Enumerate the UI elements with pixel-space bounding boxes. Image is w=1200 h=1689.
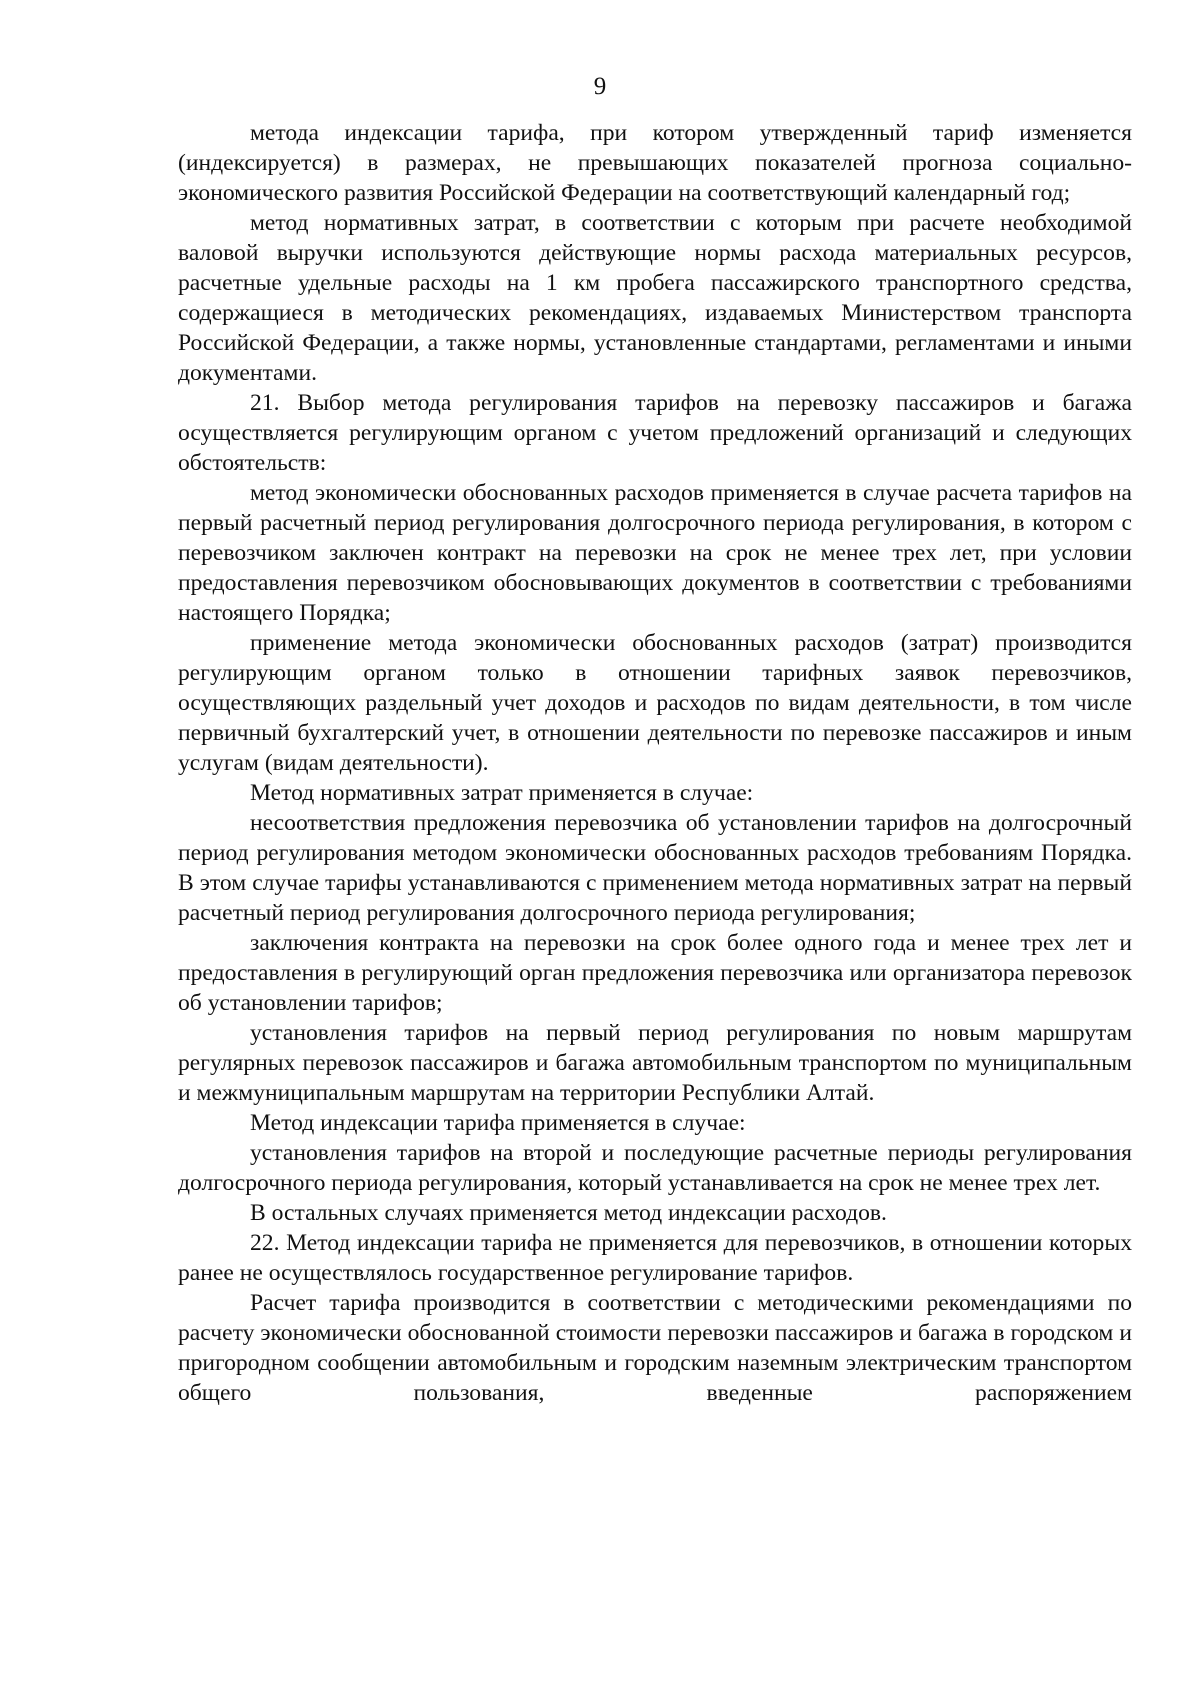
paragraph-economic-method: метод экономически обоснованных расходов применяется в случае расчета тарифов на первый расчетный период регулирования долгосрочного периода регулирования, в котором с перевозчиком заключен контракт на перевозки на срок не менее трех лет, при условии предоставления перевозчиком обосновывающих документов в соответствии с требованиями настоящего Порядка; bbox=[178, 480, 1132, 626]
paragraph-normative-case-2: заключения контракта на перевозки на срок более одного года и менее трех лет и предоставления в регулирующий орган предложения перевозчика или организатора перевозок об установлении тарифов; bbox=[178, 930, 1132, 1016]
paragraph-indexation-case-1: установления тарифов на второй и последующие расчетные периоды регулирования долгосрочного периода регулирования, который устанавливается на срок не менее трех лет. bbox=[178, 1140, 1132, 1196]
paragraph-economic-method-application: применение метода экономически обоснованных расходов (затрат) производится регулирующим органом только в отношении тарифных заявок перевозчиков, осуществляющих раздельный учет доходов и расходов по видам деятельности, в том числе первичный бухгалтерский учет, в отношении деятельности по перевозке пассажиров и иным услугам (видам деятельности). bbox=[178, 630, 1132, 776]
paragraph-normative-case-1: несоответствия предложения перевозчика об установлении тарифов на долгосрочный период регулирования методом экономически обоснованных расходов требованиям Порядка. В этом случае тарифы устанавливаются с применением метода нормативных затрат на первый расчетный период регулирования долгосрочного периода регулирования; bbox=[178, 810, 1132, 926]
paragraph-indexation-cases-heading: Метод индексации тарифа применяется в случае: bbox=[250, 1110, 746, 1136]
paragraph-normative-cases-heading: Метод нормативных затрат применяется в случае: bbox=[250, 780, 754, 806]
paragraph-normative-costs-method: метод нормативных затрат, в соответствии с которым при расчете необходимой валовой выручки используются действующие нормы расхода материальных ресурсов, расчетные удельные расходы на 1 км пробега пассажирского транспортного средства, содержащиеся в методических рекомендациях, издаваемых Министерством транспорта Российской Федерации, а также нормы, установленные стандартами, регламентами и иными документами. bbox=[178, 210, 1132, 386]
document-body bbox=[178, 118, 1132, 1408]
paragraph-item-21: 21. Выбор метода регулирования тарифов на перевозку пассажиров и багажа осуществляется регулирующим органом с учетом предложений организаций и следующих обстоятельств: bbox=[178, 390, 1132, 476]
paragraph-normative-case-3: установления тарифов на первый период регулирования по новым маршрутам регулярных перевозок пассажиров и багажа автомобильным транспортом по муниципальным и межмуниципальным маршрутам на территории Республики Алтай. bbox=[178, 1020, 1132, 1106]
page-number: 9 bbox=[593, 73, 607, 100]
paragraph-item-22: 22. Метод индексации тарифа не применяется для перевозчиков, в отношении которых ранее не осуществлялось государственное регулирование тарифов. bbox=[178, 1230, 1132, 1286]
paragraph-indexation-method: метода индексации тарифа, при котором утвержденный тариф изменяется (индексируется) в размерах, не превышающих показателей прогноза социально-экономического развития Российской Федерации на соответствующий календарный год; bbox=[178, 120, 1132, 206]
paragraph-other-cases: В остальных случаях применяется метод индексации расходов. bbox=[250, 1200, 887, 1226]
paragraph-tariff-calculation: Расчет тарифа производится в соответствии с методическими рекомендациями по расчету экономически обоснованной стоимости перевозки пассажиров и багажа в городском и пригородном сообщении автомобильным и городским наземным электрическим транспортом общего пользования, введенные распоряжением bbox=[178, 1290, 1132, 1406]
